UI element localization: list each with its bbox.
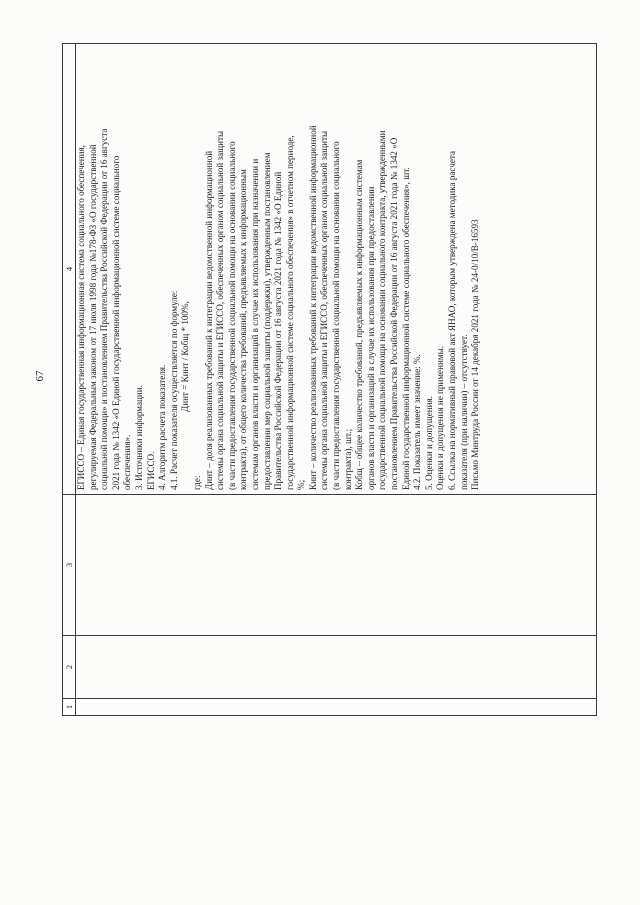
text-line: показателя (при наличии) – отсутствует.	[458, 334, 469, 490]
text-line: государственной социальной помощи на основании социального контракта, утвержденными	[377, 130, 388, 490]
text-line: 4.1. Расчет показателя осуществляется по формуле:	[168, 290, 179, 490]
text-line: где:	[191, 475, 202, 490]
text-line: Оценки и допущения не применимы.	[435, 346, 446, 490]
column-number-2: 2	[63, 636, 76, 699]
section-heading: 6. Ссылка на нормативный правовой акт ЯНАО, которым утверждена методика расчета	[447, 151, 457, 490]
text-line: регулируемая Федеральным законом от 17 июля 1998 года №178-ФЗ «О государственной	[87, 144, 98, 490]
text-line: Кинт – количество реализованных требований к интеграции ведомственной информационной	[307, 125, 318, 490]
text-line: обеспечения».	[122, 434, 133, 490]
cell-column-1	[76, 699, 597, 716]
cell-column-4-methodology	[76, 44, 597, 495]
text-line: 4.2. Показатель имеет значение: %.	[412, 354, 423, 490]
text-line: государственной информационной системе социального обеспечения» в отчетном периоде,	[284, 135, 295, 490]
text-line: системы органа социальной защиты и ЕГИССО, обеспеченных органом социальной защиты	[215, 130, 226, 490]
column-number-4: 4	[63, 44, 76, 495]
text-line: органов власти и организаций в случае их использования при предоставлении	[365, 186, 376, 490]
column-number-3: 3	[63, 495, 76, 636]
text-line: ЕГИССО.	[145, 451, 156, 490]
text-line: контракта), шт.;	[342, 428, 353, 490]
cell-column-3	[76, 495, 597, 636]
text-line: (в части предоставления государственной социальной помощи на основании социального	[226, 141, 237, 490]
text-line: 2021 года № 1342 «О Единой государственной информационной системе социального	[110, 155, 121, 490]
text-line: социальной помощи» и постановлением Правительства Российской Федерации от 16 августа	[99, 128, 110, 490]
column-number-row	[63, 44, 76, 716]
rotated-page-content	[16, 16, 624, 736]
text-line: Письмо Минтруда России от 14 декабря 2021 года № 24-0/10/В-16593	[470, 219, 481, 490]
section-heading: 5. Оценки и допущения.	[423, 396, 434, 490]
table-row	[76, 44, 597, 716]
text-line: Правительства Российской Федерации от 16 августа 2021 года № 1342 «О Единой	[273, 171, 284, 490]
methodology-table	[62, 43, 597, 716]
text-line: (в части предоставления государственной социальной помощи на основании социального	[331, 141, 342, 490]
text-line: Кобщ – общее количество требований, предъявляемых к информационным системам	[354, 159, 365, 490]
text-line: Динт – доля реализованных требований к интеграции ведомственной информационной	[203, 150, 214, 490]
page-number: 67	[34, 370, 46, 382]
text-line: Единой государственной информационной системе социального обеспечения», шт.	[400, 167, 411, 490]
formula: Динт = Кинт / Кобщ * 100%,	[180, 301, 191, 412]
column-number-1: 1	[63, 699, 76, 716]
section-heading: 3. Источники информации.	[133, 385, 144, 490]
text-line: системы органа социальной защиты и ЕГИССО, обеспеченных органом социальной защиты	[319, 130, 330, 490]
text-line: предоставлении мер социальной защиты (поддержки), утвержденным постановлением	[261, 152, 272, 490]
cell-column-2	[76, 636, 597, 699]
text-line: контракта), от общего количества требований, предъявляемых к информационным	[238, 169, 249, 490]
section-heading: 4. Алгоритм расчета показателя.	[157, 364, 168, 490]
text-line: системам органов власти и организаций в случае их использования при назначении и	[249, 158, 260, 490]
text-line: %;	[296, 479, 307, 490]
text-line: ЕГИССО – Единая государственная информационная система социального обеспечения,	[76, 145, 86, 490]
text-line: постановлением Правительства Российской Федерации от 16 августа 2021 года № 1342 «О	[389, 137, 400, 490]
